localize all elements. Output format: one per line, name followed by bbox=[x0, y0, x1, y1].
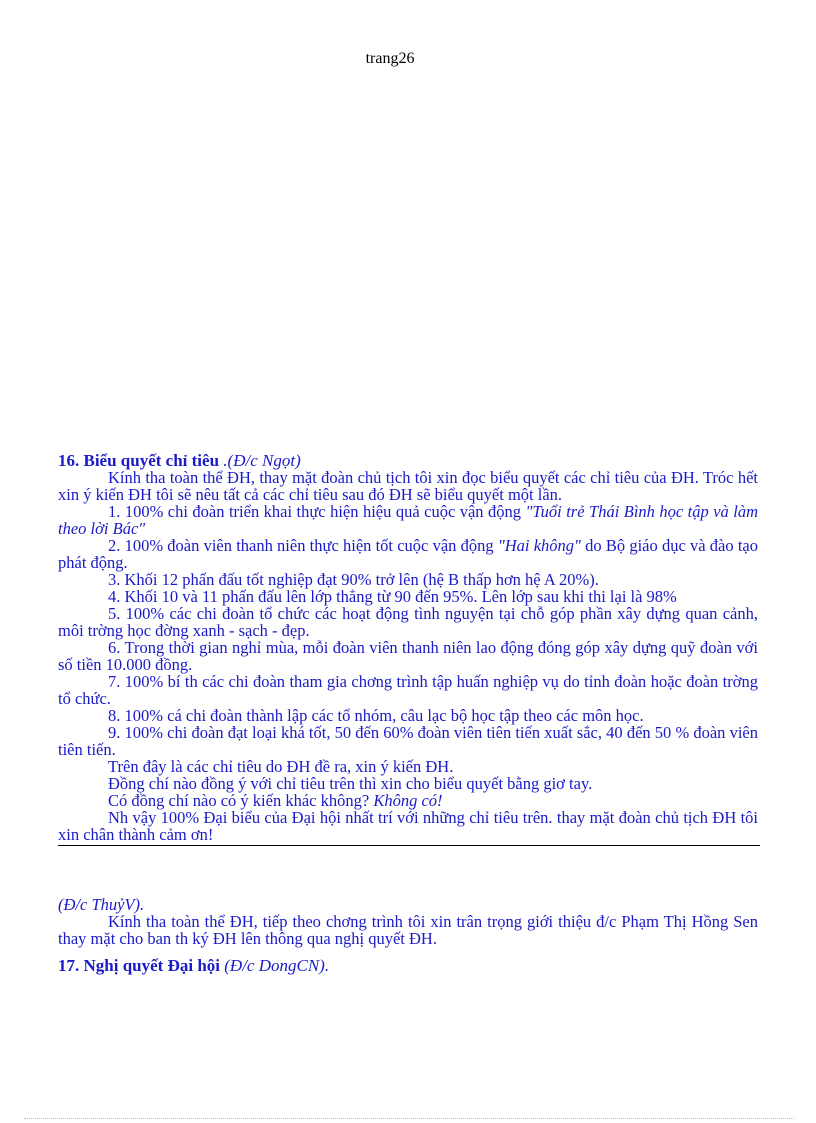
interlude-speaker bbox=[58, 896, 758, 913]
interlude-speaker-text: (Đ/c ThuỷV). bbox=[58, 895, 145, 914]
item-1 bbox=[58, 503, 758, 537]
item-2 bbox=[58, 537, 758, 571]
item-8: 8. 100% cá chi đoàn thành lập các tổ nhóm, câu lạc bộ học tập theo các môn học. bbox=[108, 706, 644, 725]
closing-1: Trên đây là các chỉ tiêu do ĐH đề ra, xin ý kiến ĐH. bbox=[108, 757, 454, 776]
item-1-quote: "Tuổi trẻ Thái Bình học tập và làm theo lời Bác" bbox=[58, 502, 758, 538]
item-2-tail: do Bộ giáo dục và đào tạo phát động. bbox=[58, 536, 758, 572]
page-number: trang26 bbox=[365, 50, 415, 67]
item-2-quote: "Hai không" bbox=[497, 536, 581, 555]
interlude-text: Kính tha toàn thể ĐH, tiếp theo chơng trình tôi xin trân trọng giới thiệu đ/c Phạm Thị Hồng Sen thay mặt cho ban th ký ĐH lên thông qua nghị quyết ĐH. bbox=[58, 912, 758, 948]
closing-3 bbox=[58, 792, 758, 809]
section16-intro: Kính tha toàn thể ĐH, thay mặt đoàn chủ tịch tôi xin đọc biểu quyết các chỉ tiêu của ĐH. Tróc hết xin ý kiến ĐH tôi sẽ nêu tất cả các chỉ tiêu sau đó ĐH sẽ biểu quyết một lần. bbox=[58, 468, 758, 504]
section16-heading bbox=[58, 452, 758, 469]
item-7: 7. 100% bí th các chi đoàn tham gia chơng trình tập huấn nghiệp vụ do tỉnh đoàn hoặc đoàn trờng tổ chức. bbox=[58, 672, 758, 708]
section17-speaker: (Đ/c DongCN). bbox=[224, 956, 330, 975]
section17-heading bbox=[58, 957, 758, 974]
section16-speaker: .(Đ/c Ngọt) bbox=[223, 451, 301, 470]
item-6: 6. Trong thời gian nghỉ mùa, mỗi đoàn viên thanh niên lao động đóng góp xây dựng quỹ đoàn với số tiền 10.000 đồng. bbox=[58, 638, 758, 674]
closing-3-text: Có đồng chí nào có ý kiến khác không? bbox=[108, 791, 374, 810]
item-4: 4. Khối 10 và 11 phấn đấu lên lớp thẳng từ 90 đến 95%. Lên lớp sau khi thi lại là 98% bbox=[108, 587, 677, 606]
closing-4: Nh vậy 100% Đại biểu của Đại hội nhất trí với những chỉ tiêu trên. thay mặt đoàn chủ tịch ĐH tôi xin chân thành cảm ơn! bbox=[58, 808, 758, 844]
document-body bbox=[58, 452, 758, 974]
section17-title: 17. Nghị quyết Đại hội bbox=[58, 956, 220, 975]
item-2-text: 2. 100% đoàn viên thanh niên thực hiện tốt cuộc vận động bbox=[108, 536, 498, 555]
closing-2: Đồng chí nào đồng ý với chỉ tiêu trên thì xin cho biểu quyết bằng giơ tay. bbox=[108, 774, 593, 793]
item-5: 5. 100% các chi đoàn tổ chức các hoạt động tình nguyện tại chỗ góp phần xây dựng quan cảnh, môi trờng học đờng xanh - sạch - đẹp. bbox=[58, 604, 758, 640]
item-9: 9. 100% chi đoàn đạt loại khá tốt, 50 đến 60% đoàn viên tiên tiến xuất sắc, 40 đến 50 % đoàn viên tiên tiến. bbox=[58, 723, 758, 759]
page-bottom-border bbox=[24, 1118, 794, 1119]
item-3: 3. Khối 12 phấn đấu tốt nghiệp đạt 90% trở lên (hệ B thấp hơn hệ A 20%). bbox=[108, 570, 599, 589]
closing-3-answer: Không có! bbox=[373, 791, 443, 810]
item-1-text: 1. 100% chi đoàn triển khai thực hiện hiệu quả cuộc vận động bbox=[108, 502, 526, 521]
section16-title: 16. Biểu quyết chỉ tiêu bbox=[58, 451, 220, 470]
